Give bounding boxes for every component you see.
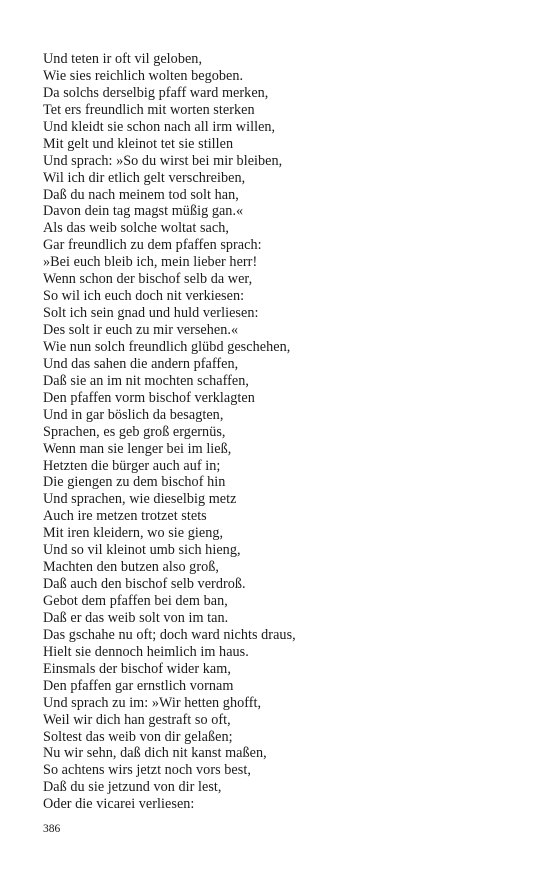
poem-line: Und in gar böslich da besagten, [43,406,224,423]
poem-line: Daß du sie jetzund von dir lest, [43,779,222,796]
poem-line: Das gschahe nu oft; doch ward nichts draus, [43,626,296,643]
poem-line: Hetzten die bürger auch auf in; [43,457,221,474]
poem-line: Und sprachen, wie dieselbig metz [43,491,237,508]
poem-line: Hielt sie dennoch heimlich im haus. [43,643,249,660]
poem-line: Gar freundlich zu dem pfaffen sprach: [43,237,262,254]
poem-line: Daß du nach meinem tod solt han, [43,186,239,203]
poem-line: Und sprach zu im: »Wir hetten ghofft, [43,694,262,711]
poem-line: Machten den butzen also groß, [43,559,219,576]
poem-line: Soltest das weib von dir gelaßen; [43,728,233,745]
poem-line: Daß sie an im nit mochten schaffen, [43,372,249,389]
poem-line: Wie sies reichlich wolten begoben. [43,67,244,84]
poem-line: Gebot dem pfaffen bei dem ban, [43,593,228,609]
poem-line: Den pfaffen vorm bischof verklagten [43,389,255,406]
poem-line: Daß er das weib solt von im tan. [43,609,229,626]
poem-line: So achtens wirs jetzt noch vors best, [43,762,251,779]
poem-line: Einsmals der bischof wider kam, [43,660,231,677]
poem-line: Und kleidt sie schon nach all irm willen, [43,118,276,135]
poem-line: Daß auch den bischof selb verdroß. [43,576,246,593]
page-number: 386 [43,823,61,835]
poem-line: Mit iren kleidern, wo sie gieng, [43,525,224,542]
poem-line: So wil ich euch doch nit verkiesen: [43,288,245,305]
poem-line: Als das weib solche woltat sach, [43,220,229,237]
poem-line: Davon dein tag magst müßig gan.« [43,203,244,220]
poem-line: Und teten ir oft vil geloben, [43,51,203,67]
poem-line: Die giengen zu dem bischof hin [43,474,226,491]
poem-line: Und sprach: »So du wirst bei mir bleiben, [43,152,283,169]
poem-line: Tet ers freundlich mit worten sterken [43,101,255,118]
poem-line: Oder die vicarei verliesen: [43,796,195,813]
poem-line: Weil wir dich han gestraft so oft, [43,711,231,728]
poem-line: Wenn schon der bischof selb da wer, [43,271,253,288]
poem-line: Solt ich sein gnad und huld verliesen: [43,305,259,322]
poem-line: »Bei euch bleib ich, mein lieber herr! [43,254,258,271]
poem-line: Des solt ir euch zu mir versehen.« [43,322,239,338]
poem-line: Da solchs derselbig pfaff ward merken, [43,84,269,101]
poem-line: Nu wir sehn, daß dich nit kanst maßen, [43,745,267,762]
poem-line: Wie nun solch freundlich glübd geschehen, [43,338,291,355]
poem-line: Wenn man sie lenger bei im ließ, [43,440,232,457]
poem-line: Und so vil kleinot umb sich hieng, [43,542,241,559]
poem-line: Sprachen, es geb groß ergernüs, [43,423,226,440]
poem-line: Mit gelt und kleinot tet sie stillen [43,135,234,152]
poem-line: Auch ire metzen trotzet stets [43,508,207,525]
poem-line: Wil ich dir etlich gelt verschreiben, [43,169,246,186]
poem-line: Und das sahen die andern pfaffen, [43,355,239,372]
poem-line: Den pfaffen gar ernstlich vornam [43,677,234,694]
poem-text [43,51,523,813]
